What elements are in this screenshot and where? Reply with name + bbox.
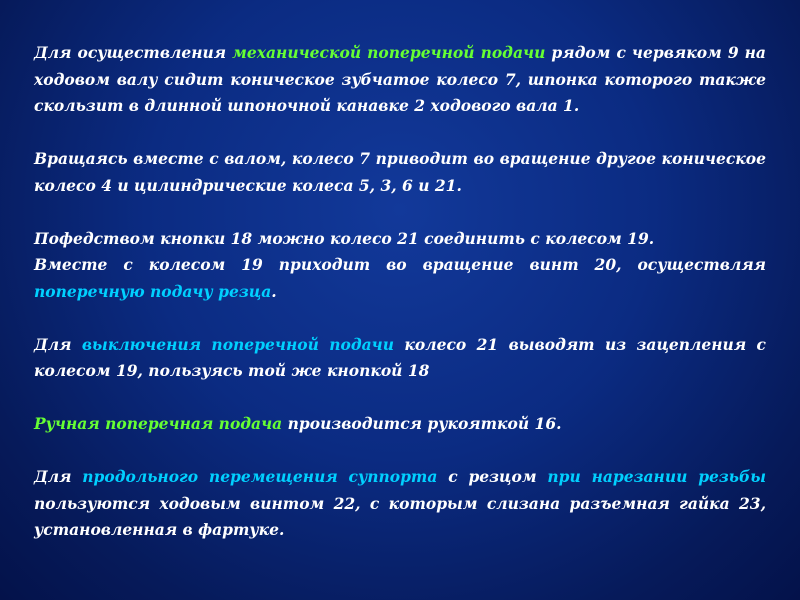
highlight-thread-cutting: при нарезании резьбы [547,467,766,486]
highlight-transverse-cutter-feed: поперечную подачу резца [34,281,272,301]
paragraph-button-18 [34,226,766,253]
paragraph-screw-20 [34,252,766,305]
text-segment: Для осуществления [34,43,233,62]
highlight-disengage-transverse-feed: выключения поперечной подачи [81,334,395,354]
paragraph-rotation [34,146,766,199]
text-segment: . [271,281,277,301]
text-segment: Для [34,334,82,354]
paragraph-disengage-feed [34,332,766,385]
highlight-manual-transverse-feed: Ручная поперечная подача [34,414,283,433]
text-segment: Пофедством кнопки 18 можно колесо 21 соединить с колесом 19. [34,228,655,248]
text-segment: Вращаясь вместе с валом, колесо 7 приводит во вращение другое коническое колесо 4 и цилиндрические колеса 5, 3, 6 и 21. [34,149,766,195]
text-segment: рядом с червяком 9 на ходовом валу сидит коническое зубчатое колесо 7, шпонка которого также скользит в длинной шпоночной канавке 2 ходового вала 1. [34,43,766,115]
text-segment: колесо 21 выводят из зацепления с колесом 19, пользуясь той же кнопкой 18 [34,334,766,380]
paragraph-transverse-feed-mechanism [34,40,766,120]
slide-content [34,40,766,544]
paragraph-manual-feed [34,411,766,438]
text-segment: Вместе с колесом 19 приходит во вращение винт 20, осуществляя [34,255,766,274]
paragraph-longitudinal-movement [34,464,766,544]
text-segment: пользуются ходовым винтом 22, с которым слизана разъемная гайка 23, установленная в фартуке. [34,493,766,539]
text-segment: Для [34,467,83,486]
highlight-mechanical-transverse-feed: механической поперечной подачи [232,43,546,62]
text-segment: с резцом [437,467,548,486]
highlight-longitudinal-carriage-movement: продольного перемещения суппорта [82,467,438,486]
text-segment: производится рукояткой 16. [282,414,562,433]
